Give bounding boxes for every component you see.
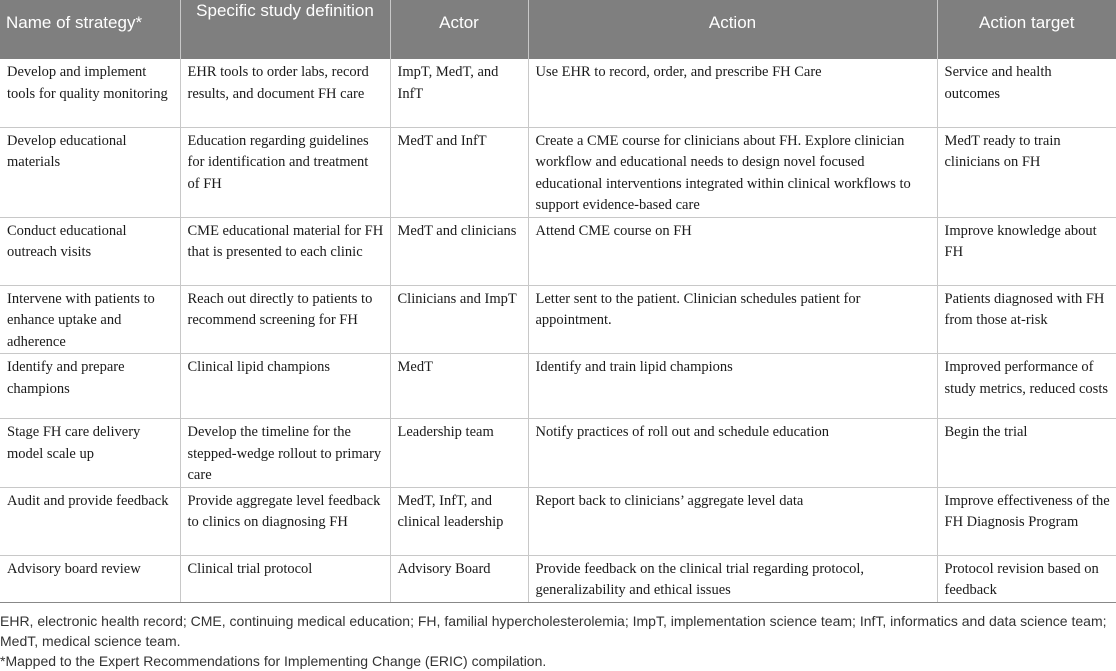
cell-strategy: Develop educational materials bbox=[0, 127, 180, 217]
cell-action: Notify practices of roll out and schedule education bbox=[528, 419, 937, 488]
table-row bbox=[0, 285, 1116, 354]
header-specific-study-definition: Specific study definition bbox=[180, 0, 390, 59]
cell-strategy: Conduct educational outreach visits bbox=[0, 217, 180, 285]
cell-action-target: Patients diagnosed with FH from those at-risk bbox=[937, 285, 1116, 354]
cell-action-target: Improve effectiveness of the FH Diagnosis Program bbox=[937, 487, 1116, 555]
cell-actor: Leadership team bbox=[390, 419, 528, 488]
cell-strategy: Develop and implement tools for quality monitoring bbox=[0, 59, 180, 127]
cell-action: Use EHR to record, order, and prescribe FH Care bbox=[528, 59, 937, 127]
cell-action: Create a CME course for clinicians about FH. Explore clinician workflow and educational needs to design novel focused educational interventions integrated within clinical workflows to support evidence-based care bbox=[528, 127, 937, 217]
cell-definition: CME educational material for FH that is presented to each clinic bbox=[180, 217, 390, 285]
cell-action: Attend CME course on FH bbox=[528, 217, 937, 285]
cell-definition: Clinical lipid champions bbox=[180, 354, 390, 419]
cell-strategy: Audit and provide feedback bbox=[0, 487, 180, 555]
cell-definition: Education regarding guidelines for identification and treatment of FH bbox=[180, 127, 390, 217]
cell-action: Letter sent to the patient. Clinician schedules patient for appointment. bbox=[528, 285, 937, 354]
cell-actor: Advisory Board bbox=[390, 555, 528, 602]
table-row bbox=[0, 487, 1116, 555]
cell-action: Report back to clinicians’ aggregate level data bbox=[528, 487, 937, 555]
cell-actor: MedT and InfT bbox=[390, 127, 528, 217]
cell-definition: Develop the timeline for the stepped-wedge rollout to primary care bbox=[180, 419, 390, 488]
cell-actor: MedT, InfT, and clinical leadership bbox=[390, 487, 528, 555]
cell-actor: MedT bbox=[390, 354, 528, 419]
header-action-target: Action target bbox=[937, 0, 1116, 59]
table-footnotes bbox=[0, 611, 1116, 671]
cell-action-target: Improved performance of study metrics, reduced costs bbox=[937, 354, 1116, 419]
cell-action-target: Service and health outcomes bbox=[937, 59, 1116, 127]
cell-action-target: Improve knowledge about FH bbox=[937, 217, 1116, 285]
cell-actor: Clinicians and ImpT bbox=[390, 285, 528, 354]
cell-action: Provide feedback on the clinical trial regarding protocol, generalizability and ethical issues bbox=[528, 555, 937, 602]
asterisk-footnote: *Mapped to the Expert Recommendations for Implementing Change (ERIC) compilation. bbox=[0, 653, 547, 669]
table-row bbox=[0, 419, 1116, 488]
cell-action-target: Begin the trial bbox=[937, 419, 1116, 488]
cell-action: Identify and train lipid champions bbox=[528, 354, 937, 419]
cell-definition: EHR tools to order labs, record results, and document FH care bbox=[180, 59, 390, 127]
cell-definition: Provide aggregate level feedback to clinics on diagnosing FH bbox=[180, 487, 390, 555]
header-name-of-strategy: Name of strategy* bbox=[0, 0, 180, 59]
table-row bbox=[0, 354, 1116, 419]
cell-strategy: Stage FH care delivery model scale up bbox=[0, 419, 180, 488]
cell-definition: Reach out directly to patients to recommend screening for FH bbox=[180, 285, 390, 354]
table-row bbox=[0, 59, 1116, 127]
cell-strategy: Intervene with patients to enhance uptake and adherence bbox=[0, 285, 180, 354]
cell-actor: ImpT, MedT, and InfT bbox=[390, 59, 528, 127]
cell-definition: Clinical trial protocol bbox=[180, 555, 390, 602]
cell-strategy: Identify and prepare champions bbox=[0, 354, 180, 419]
table-row bbox=[0, 127, 1116, 217]
header-row bbox=[0, 0, 1116, 59]
cell-strategy: Advisory board review bbox=[0, 555, 180, 602]
table-row bbox=[0, 217, 1116, 285]
cell-action-target: Protocol revision based on feedback bbox=[937, 555, 1116, 602]
table-row bbox=[0, 555, 1116, 602]
cell-actor: MedT and clinicians bbox=[390, 217, 528, 285]
header-actor: Actor bbox=[390, 0, 528, 59]
abbreviations-footnote: EHR, electronic health record; CME, continuing medical education; FH, familial hypercholesterolemia; ImpT, implementation science team; InfT, informatics and data science team; MedT, medical science team. bbox=[0, 613, 1107, 649]
header-action: Action bbox=[528, 0, 937, 59]
cell-action-target: MedT ready to train clinicians on FH bbox=[937, 127, 1116, 217]
